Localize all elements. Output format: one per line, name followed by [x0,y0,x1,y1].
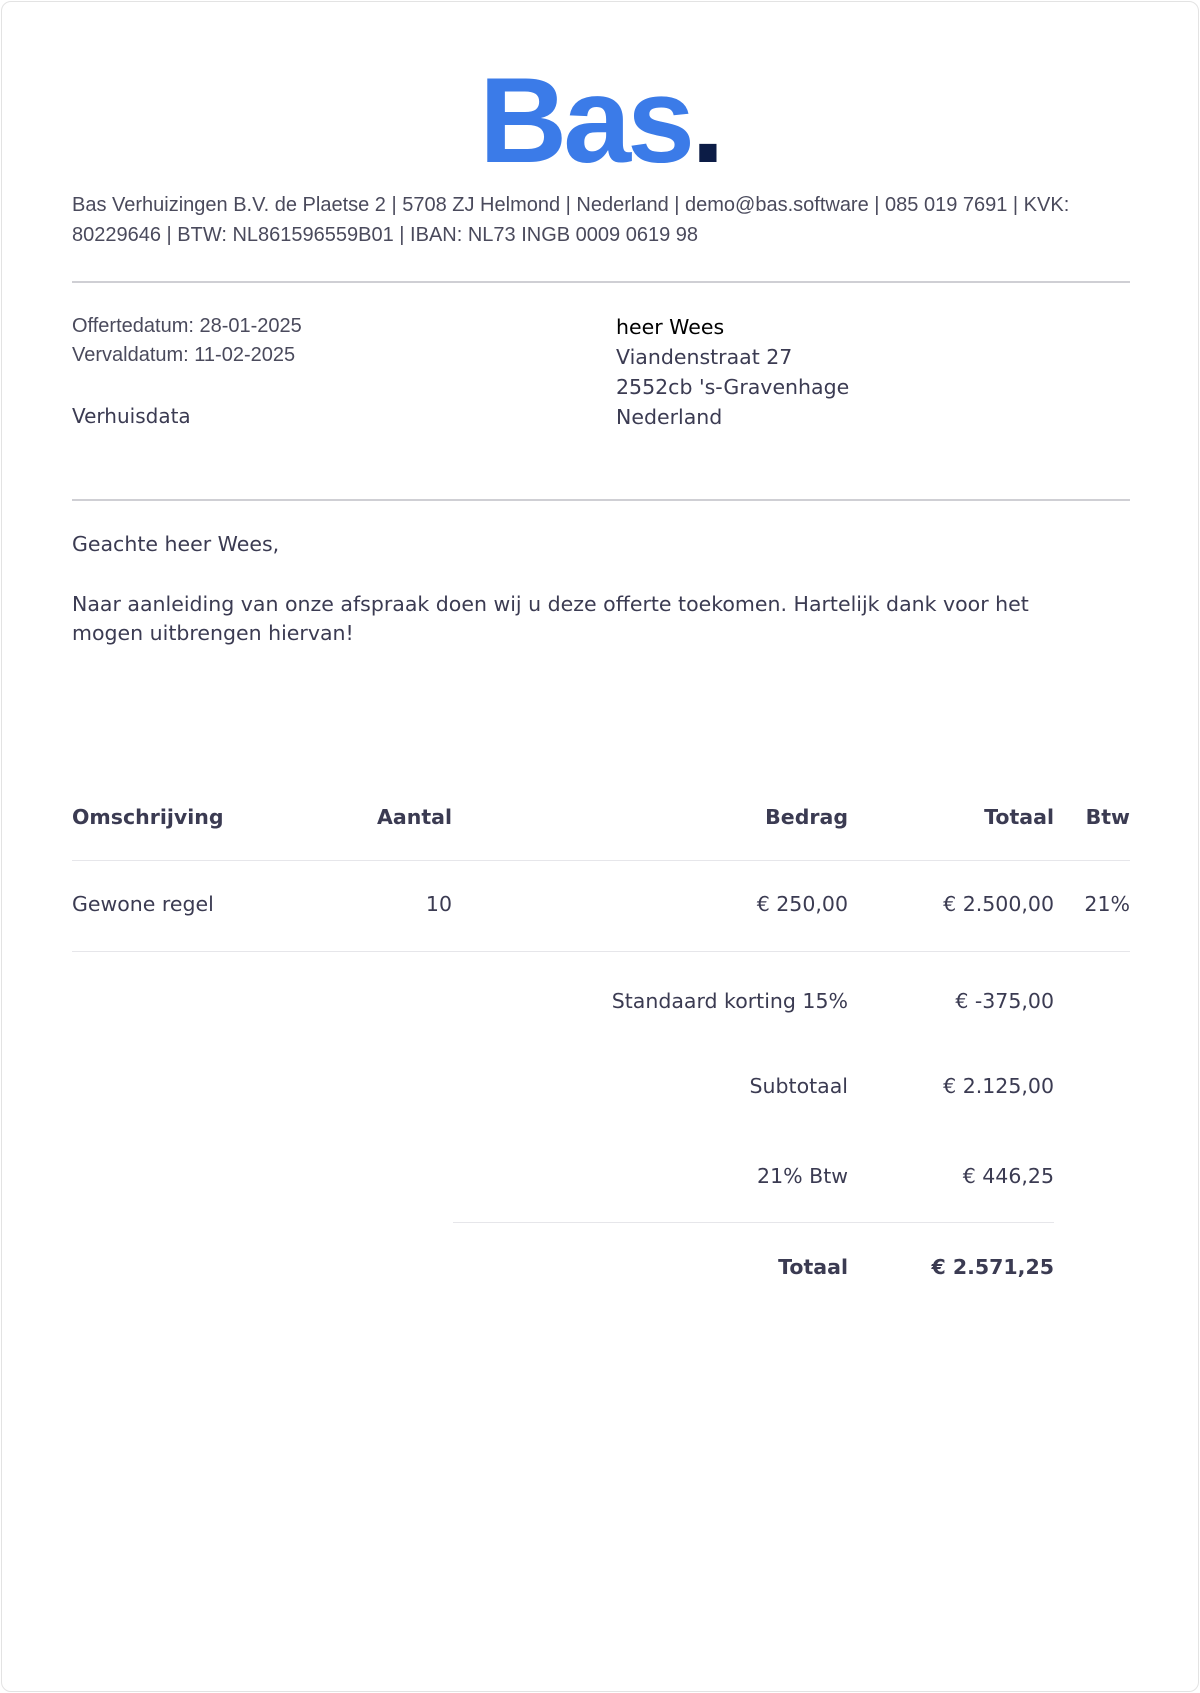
row-vat: 21% [1084,892,1130,916]
discount-value: € -375,00 [955,989,1054,1013]
recipient-address [616,312,849,432]
letter-greeting: Geachte heer Wees, [72,532,280,556]
row-total: € 2.500,00 [943,892,1054,916]
recipient-street: Viandenstraat 27 [616,345,793,369]
table-divider [72,951,1130,952]
divider [72,499,1130,501]
header-vat: Btw [1085,805,1130,829]
header-quantity: Aantal [377,805,452,829]
vat-value: € 446,25 [962,1164,1054,1188]
recipient-name: heer Wees [616,315,725,339]
total-value: € 2.571,25 [931,1255,1054,1279]
moving-dates-label: Verhuisdata [72,404,191,428]
quote-page [1,1,1199,1692]
subtotal-label: Subtotaal [749,1074,848,1098]
summary-divider [453,1222,1054,1223]
divider [72,281,1130,283]
total-label: Totaal [778,1255,848,1279]
letter-intro: Naar aanleiding van onze afspraak doen wij u deze offerte toekomen. Hartelijk dank voor het mogen uitbrengen hiervan! [72,592,1029,645]
table-divider [72,860,1130,861]
discount-label: Standaard korting 15% [611,989,848,1013]
quote-date: Offertedatum: 28-01-2025 [72,315,302,337]
row-description: Gewone regel [72,892,214,916]
quote-meta [72,312,302,431]
row-amount: € 250,00 [756,892,848,916]
header-total: Totaal [984,805,1054,829]
logo-dot: . [690,52,721,188]
vat-label: 21% Btw [757,1164,848,1188]
row-quantity: 10 [425,892,452,916]
logo-text: Bas [479,52,691,188]
recipient-city: 2552cb 's-Gravenhage [616,375,850,399]
header-amount: Bedrag [765,805,848,829]
header-description: Omschrijving [72,805,224,829]
due-date: Vervaldatum: 11-02-2025 [72,344,296,366]
subtotal-value: € 2.125,00 [943,1074,1054,1098]
company-logo [2,52,1198,188]
recipient-country: Nederland [616,405,723,429]
company-details: Bas Verhuizingen B.V. de Plaetse 2 | 5708 ZJ Helmond | Nederland | demo@bas.software | 085 019 7691 | KVK: 80229646 | BTW: NL861596559B01 | IBAN: NL73 INGB 0009 0619 98 [72,194,1070,246]
